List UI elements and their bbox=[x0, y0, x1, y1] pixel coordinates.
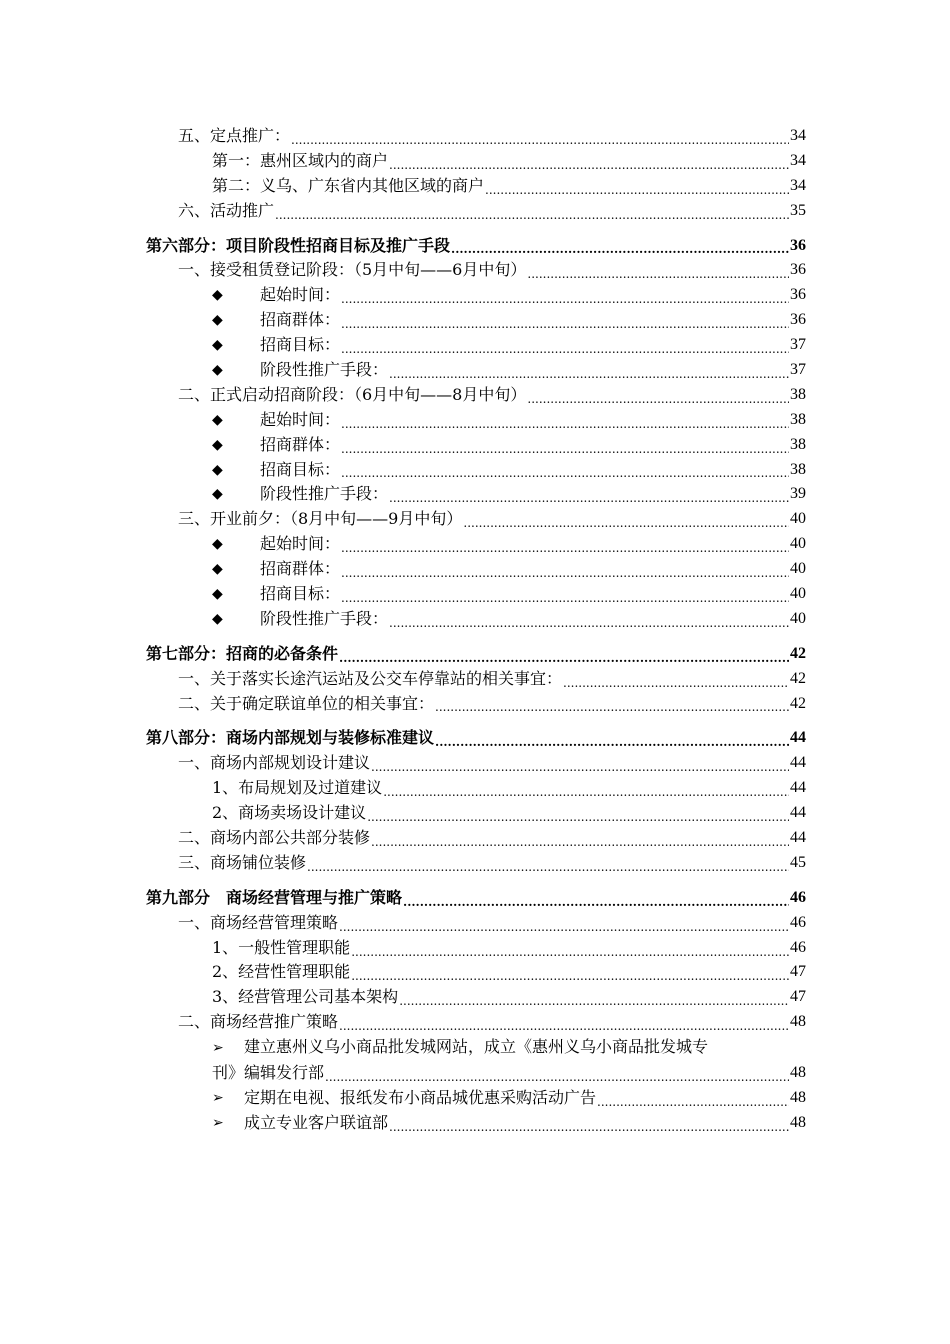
toc-entry[interactable]: ◆ 阶段性推广手段： ..... 37 bbox=[146, 358, 806, 383]
dot-leader bbox=[403, 886, 789, 911]
dot-leader bbox=[341, 433, 789, 458]
diamond-bullet-icon: ◆ bbox=[212, 337, 223, 354]
dot-leader bbox=[341, 557, 789, 582]
toc-entry[interactable]: 五、定点推广： ..... 34 bbox=[146, 124, 806, 149]
diamond-bullet-icon: ◆ bbox=[212, 436, 223, 453]
toc-entry[interactable]: 一、商场经营管理策略 ..... 46 bbox=[146, 911, 806, 936]
diamond-bullet-icon: ◆ bbox=[212, 411, 223, 428]
toc-entry[interactable]: ◆ 招商目标： ..... 37 bbox=[146, 333, 806, 358]
dot-leader bbox=[341, 283, 789, 308]
dot-leader bbox=[451, 234, 789, 259]
dot-leader bbox=[367, 801, 789, 826]
diamond-bullet-icon: ◆ bbox=[212, 287, 223, 304]
dot-leader bbox=[389, 149, 789, 174]
toc-entry[interactable]: 二、关于确定联谊单位的相关事宜： ..... 42 bbox=[146, 692, 806, 717]
dot-leader bbox=[389, 607, 789, 632]
toc-entry[interactable]: ◆ 招商群体： ..... 38 bbox=[146, 433, 806, 458]
dot-leader bbox=[341, 458, 789, 483]
toc-entry[interactable]: 六、活动推广 ..... 35 bbox=[146, 199, 806, 224]
dot-leader bbox=[275, 199, 789, 224]
toc-entry[interactable]: 1、一般性管理职能 ..... 46 bbox=[146, 936, 806, 961]
dot-leader bbox=[597, 1086, 789, 1111]
toc-entry[interactable]: ◆ 起始时间： ..... 38 bbox=[146, 408, 806, 433]
toc-entry[interactable]: ◆ 起始时间： ..... 36 bbox=[146, 283, 806, 308]
toc-entry[interactable]: 3、经营管理公司基本架构 ..... 47 bbox=[146, 985, 806, 1010]
dot-leader bbox=[527, 383, 789, 408]
dot-leader bbox=[291, 124, 789, 149]
toc-entry[interactable]: 2、商场卖场设计建议 ..... 44 bbox=[146, 801, 806, 826]
toc-entry[interactable]: ➢ 建立惠州义乌小商品批发城网站，成立《惠州义乌小商品批发城专 刊》编辑发行部 ..... 48 bbox=[146, 1035, 806, 1086]
toc-entry[interactable]: ◆ 招商群体： ..... 40 bbox=[146, 557, 806, 582]
dot-leader bbox=[341, 308, 789, 333]
diamond-bullet-icon: ◆ bbox=[212, 586, 223, 603]
dot-leader bbox=[563, 667, 789, 692]
dot-leader bbox=[371, 826, 789, 851]
toc-entry[interactable]: ◆ 阶段性推广手段： ..... 40 bbox=[146, 607, 806, 632]
arrow-bullet-icon: ➢ bbox=[212, 1089, 224, 1106]
dot-leader bbox=[339, 911, 789, 936]
dot-leader bbox=[307, 851, 789, 876]
dot-leader bbox=[341, 333, 789, 358]
toc-entry[interactable]: ◆ 招商目标： ..... 38 bbox=[146, 458, 806, 483]
toc-entry[interactable]: 二、正式启动招商阶段：（6月中旬——8月中旬） ..... 38 bbox=[146, 383, 806, 408]
toc-entry[interactable]: 第一：惠州区域内的商户 ..... 34 bbox=[146, 149, 806, 174]
arrow-bullet-icon: ➢ bbox=[212, 1114, 224, 1131]
dot-leader bbox=[527, 258, 789, 283]
dot-leader bbox=[325, 1061, 789, 1086]
toc-entry[interactable]: ◆ 招商群体： ..... 36 bbox=[146, 308, 806, 333]
diamond-bullet-icon: ◆ bbox=[212, 362, 223, 378]
toc-entry[interactable]: ◆ 起始时间： ..... 40 bbox=[146, 532, 806, 557]
dot-leader bbox=[339, 642, 789, 667]
dot-leader bbox=[435, 726, 789, 751]
toc-entry[interactable]: 二、商场内部公共部分装修 ..... 44 bbox=[146, 826, 806, 851]
dot-leader bbox=[371, 751, 789, 776]
toc-entry[interactable]: ➢ 成立专业客户联谊部 ..... 48 bbox=[146, 1111, 806, 1136]
toc-entry[interactable]: 第二：义乌、广东省内其他区域的商户 ..... 34 bbox=[146, 174, 806, 199]
diamond-bullet-icon: ◆ bbox=[212, 610, 223, 627]
toc-part-heading[interactable]: 第九部分 商场经营管理与推广策略 ..... 46 bbox=[146, 886, 806, 911]
toc-entry[interactable]: 三、开业前夕：（8月中旬——9月中旬） ..... 40 bbox=[146, 507, 806, 532]
dot-leader bbox=[341, 582, 789, 607]
dot-leader bbox=[389, 1111, 789, 1136]
dot-leader bbox=[339, 1010, 789, 1035]
dot-leader bbox=[463, 507, 789, 532]
dot-leader bbox=[351, 936, 789, 961]
toc-entry[interactable]: 1、布局规划及过道建议 ..... 44 bbox=[146, 776, 806, 801]
diamond-bullet-icon: ◆ bbox=[212, 536, 223, 553]
dot-leader bbox=[389, 482, 789, 507]
toc-part-heading[interactable]: 第六部分：项目阶段性招商目标及推广手段 ..... 36 bbox=[146, 234, 806, 259]
diamond-bullet-icon: ◆ bbox=[212, 486, 223, 503]
dot-leader bbox=[341, 532, 789, 557]
dot-leader bbox=[383, 776, 789, 801]
dot-leader bbox=[389, 358, 789, 383]
diamond-bullet-icon: ◆ bbox=[212, 561, 223, 578]
toc-entry[interactable]: ◆ 阶段性推广手段： ..... 39 bbox=[146, 482, 806, 507]
toc-entry[interactable]: 一、接受租赁登记阶段：（5月中旬——6月中旬） ..... 36 bbox=[146, 258, 806, 283]
toc-part-heading[interactable]: 第八部分：商场内部规划与装修标准建议 ..... 44 bbox=[146, 726, 806, 751]
dot-leader bbox=[435, 692, 789, 717]
dot-leader bbox=[341, 408, 789, 433]
toc-entry[interactable]: 三、商场铺位装修 ..... 45 bbox=[146, 851, 806, 876]
toc-entry[interactable]: 2、经营性管理职能 ..... 47 bbox=[146, 961, 806, 986]
toc-entry[interactable]: ➢ 定期在电视、报纸发布小商品城优惠采购活动广告 ..... 48 bbox=[146, 1086, 806, 1111]
dot-leader bbox=[351, 961, 789, 986]
dot-leader bbox=[399, 985, 789, 1010]
diamond-bullet-icon: ◆ bbox=[212, 461, 223, 478]
toc-entry[interactable]: 二、商场经营推广策略 ..... 48 bbox=[146, 1010, 806, 1035]
table-of-contents bbox=[146, 124, 806, 1136]
toc-entry[interactable]: 一、关于落实长途汽运站及公交车停靠站的相关事宜： ..... 42 bbox=[146, 667, 806, 692]
toc-entry[interactable]: 一、商场内部规划设计建议 ..... 44 bbox=[146, 751, 806, 776]
dot-leader bbox=[485, 174, 789, 199]
arrow-bullet-icon: ➢ bbox=[212, 1040, 224, 1057]
toc-part-heading[interactable]: 第七部分：招商的必备条件 ..... 42 bbox=[146, 642, 806, 667]
diamond-bullet-icon: ◆ bbox=[212, 312, 223, 329]
toc-entry[interactable]: ◆ 招商目标： ..... 40 bbox=[146, 582, 806, 607]
